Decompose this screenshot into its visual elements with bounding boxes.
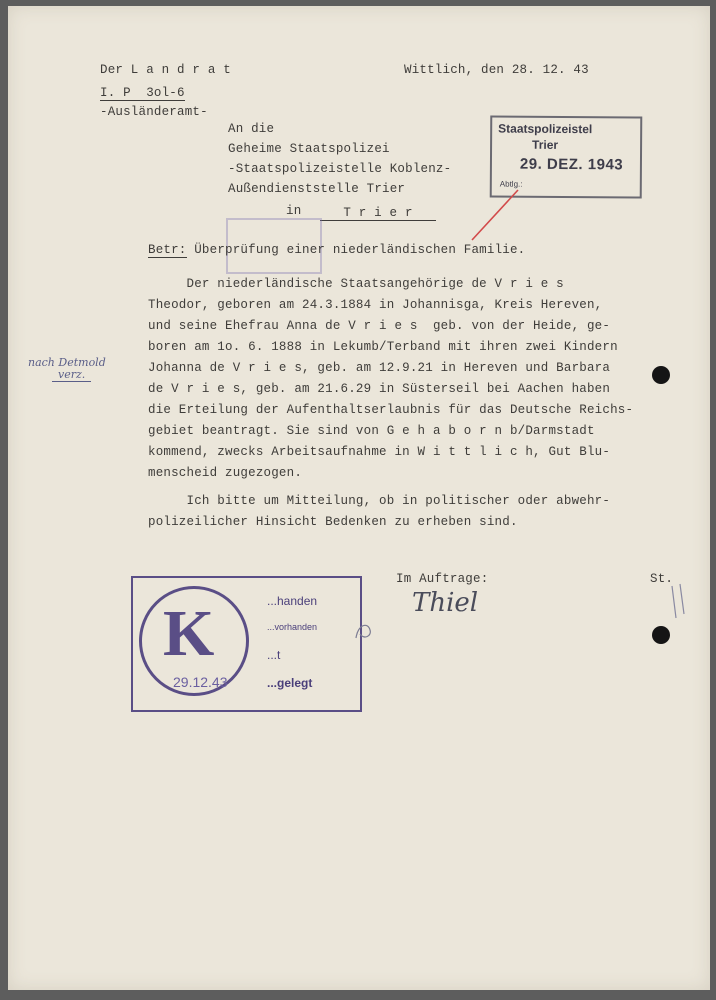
recipient-city: T r i e r [320,206,436,221]
k-stamp-line-3: ...t [267,648,281,662]
recipient-in: in [286,204,302,218]
body-line: Ich bitte um Mitteilung, ob in politischer oder abwehr- [148,494,611,508]
margin-pencil-mark [668,578,688,624]
receipt-stamp-city: Trier [532,137,559,152]
k-stamp-line-4: ...gelegt [267,676,313,690]
k-stamp-line-1: ...handen [267,594,318,608]
margin-note-line-1: nach Detmold [28,356,106,369]
body-line: Theodor, geboren am 24.3.1884 in Johannisga, Kreis Hereven, [148,298,603,312]
pencil-initial-mark [352,618,376,644]
body-line: Johanna de V r i e s, geb. am 12.9.21 in Hereven und Barbara [148,361,611,375]
recipient-line-3: -Staatspolizeistelle Koblenz- [228,162,452,176]
body-line: kommend, zwecks Arbeitsaufnahme in W i t t l i c h, Gut Blu- [148,445,611,459]
receipt-stamp-label: Abtlg.: [499,179,523,189]
k-stamp-date: 29.12.43 [173,674,228,690]
k-stamp-letter: K [163,597,215,670]
k-stamp-line-2: ...vorhanden [267,622,318,632]
document-page [8,6,710,990]
body-line: boren am 1o. 6. 1888 in Lekumb/Terband mit ihren zwei Kindern [148,340,618,354]
receipt-stamp-date: 29. DEZ. 1943 [519,155,624,174]
handwritten-signature: Thiel [412,588,479,618]
body-line: und seine Ehefrau Anna de V r i e s geb. von der Heide, ge- [148,319,611,333]
body-line: gebiet beantragt. Sie sind von G e h a b o r n b/Darmstadt [148,424,595,438]
signature-label: Im Auftrage: [396,572,489,586]
punch-hole-upper [652,366,670,384]
body-line: menscheid zugezogen. [148,466,303,480]
subject-text: Überprüfung einer niederländischen Familie. [186,243,526,257]
place-date: Wittlich, den 28. 12. 43 [404,63,589,77]
office-name: Der L a n d r a t [100,63,231,77]
red-pencil-stroke [466,186,526,246]
department: -Ausländeramt- [100,105,208,119]
recipient-line-1: An die [228,122,275,136]
margin-note-line-2: verz. [52,368,91,382]
recipient-line-4: Außendienststelle Trier [228,182,406,196]
k-stamp [131,576,362,712]
body-line: polizeilicher Hinsicht Bedenken zu erheben sind. [148,515,518,529]
recipient-line-2: Geheime Staatspolizei [228,142,390,156]
signature-initials: St. [650,572,674,586]
file-reference: I. P 3ol-6 [100,86,185,100]
subject-label-text: Betr: [148,243,187,257]
body-line: Der niederländische Staatsangehörige de V r i e s [148,277,564,291]
body-line: die Erteilung der Aufenthaltserlaubnis für das Deutsche Reichs- [148,403,634,417]
subject-label [148,243,525,257]
receipt-stamp-office: Staatspolizeistel [498,121,593,137]
punch-hole-lower [652,626,670,644]
body-line: de V r i e s, geb. am 21.6.29 in Süsterseil bei Aachen haben [148,382,611,396]
